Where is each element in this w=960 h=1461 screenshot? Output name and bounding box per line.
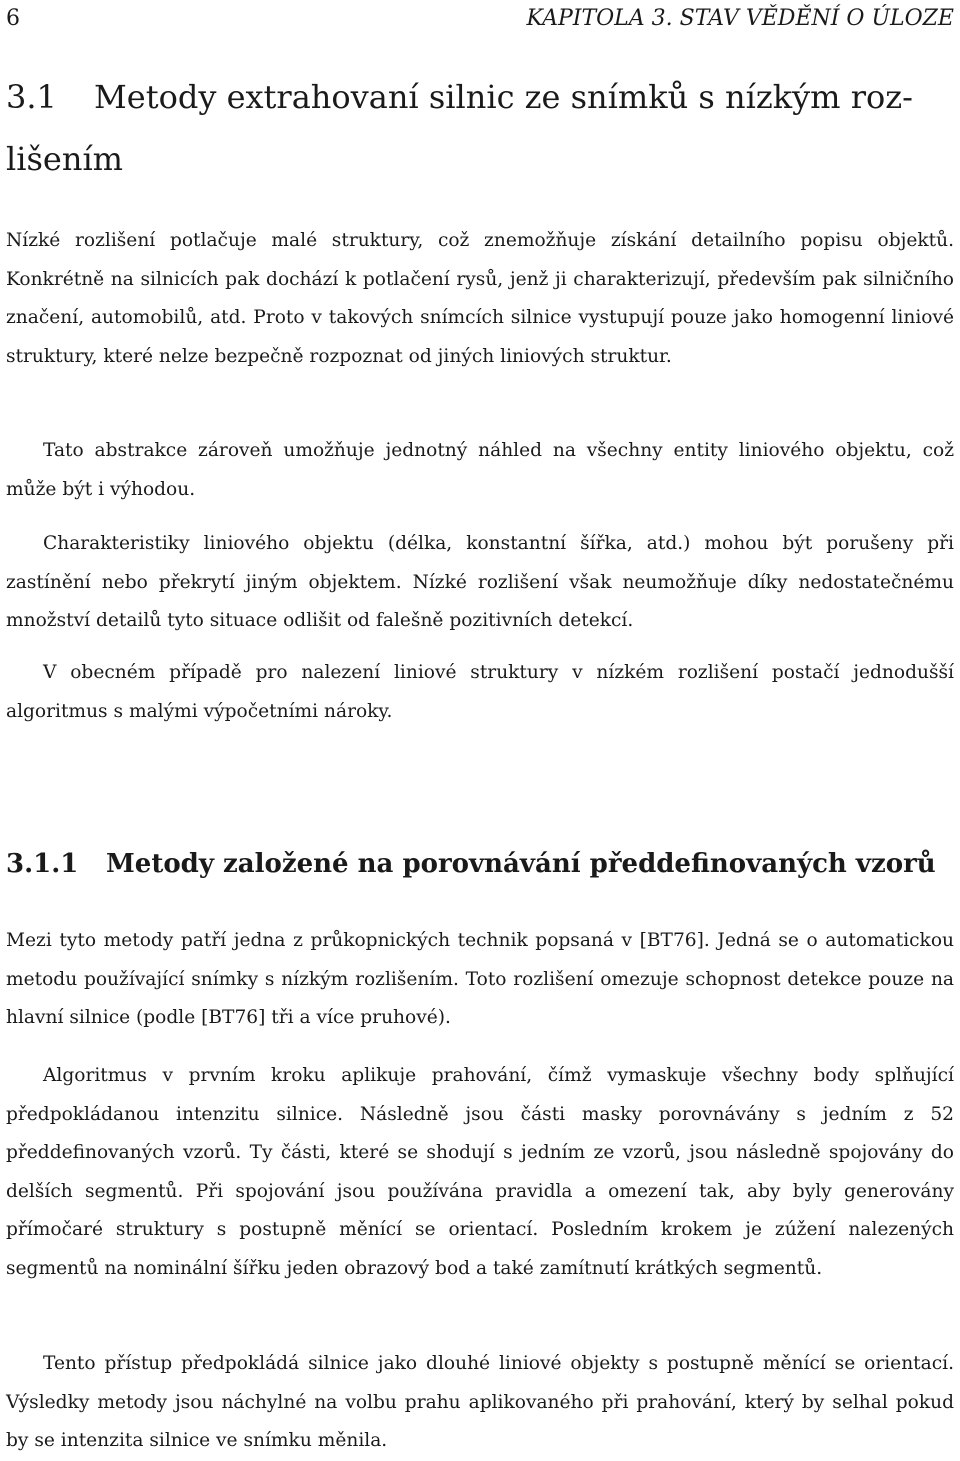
section-title: Metody extrahovaní silnic ze snímků s nízkým rozlišením [6, 78, 913, 178]
paragraph: Mezi tyto metody patří jedna z průkopnických technik popsaná v [BT76]. Jedná se o automatickou metodu používající snímky s nízkým rozlišením. Toto rozlišení omezuje schopnost detekce pouze na hlavní silnice (podle [BT76] tři a více pruhové). [6, 930, 954, 1029]
section-number: 3.1 [6, 78, 57, 116]
subsection-title: Metody založené na porovnávání předdefinovaných vzorů [106, 849, 936, 879]
paragraph: Tato abstrakce zároveň umožňuje jednotný náhled na všechny entity liniového objektu, což může být i výhodou. [6, 440, 954, 500]
paragraph: Nízké rozlišení potlačuje malé struktury, což znemožňuje získání detailního popisu objektů. Konkrétně na silnicích pak dochází k potlačení rysů, jenž ji charakterizují, především pak silničního značení, automobilů, atd. Proto v takových snímcích silnice vystupují pouze jako homogenní liniové struktury, které nelze bezpečně rozpoznat od jiných liniových struktur. [6, 230, 954, 367]
paragraph: V obecném případě pro nalezení liniové struktury v nízkém rozlišení postačí jednodušší algoritmus s malými výpočetními nároky. [6, 662, 954, 722]
paragraph: Charakteristiky liniového objektu (délka, konstantní šířka, atd.) mohou být porušeny při zastínění nebo překrytí jiným objektem. Nízké rozlišení však neumožňuje díky nedostatečnému množství detailů tyto situace odlišit od falešně pozitivních detekcí. [6, 533, 954, 632]
chapter-title: KAPITOLA 3. STAV VĚDĚNÍ O ÚLOZE [526, 6, 954, 31]
subsection-heading [6, 843, 954, 885]
running-header [6, 4, 954, 34]
paragraph: Tento přístup předpokládá silnice jako dlouhé liniové objekty s postupně měnící se orientací. Výsledky metody jsou náchylné na volbu prahu aplikovaného při prahování, který by selhal pokud by se intenzita silnice ve snímku měnila. [6, 1353, 954, 1452]
paragraph: Algoritmus v prvním kroku aplikuje prahování, čímž vymaskuje všechny body splňující předpokládanou intenzitu silnice. Následně jsou části masky porovnávány s jedním z 52 předdefinovaných vzorů. Ty části, které se shodují s jedním ze vzorů, jsou následně spojovány do delších segmentů. Při spojování jsou používána pravidla a omezení tak, aby byly generovány přímočaré struktury s postupně měnící se orientací. Posledním krokem je zúžení nalezených segmentů na nominální šířku jeden obrazový bod a také zamítnutí krátkých segmentů. [6, 1065, 954, 1279]
section-heading [6, 66, 954, 190]
page-number: 6 [6, 6, 20, 31]
subsection-number: 3.1.1 [6, 849, 79, 879]
